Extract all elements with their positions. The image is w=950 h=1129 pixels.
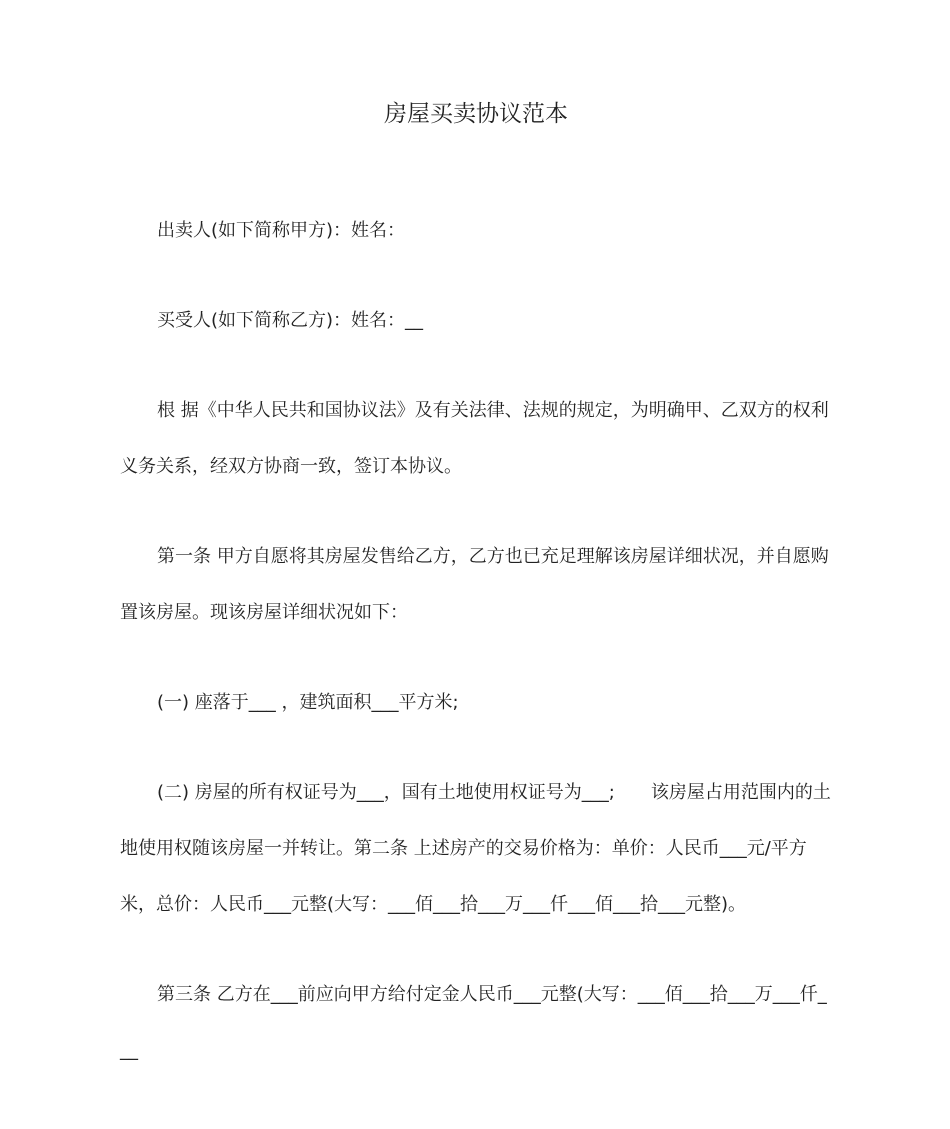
article-one-paragraph: 第一条 甲方自愿将其房屋发售给乙方，乙方也已充足理解该房屋详细状况，并自愿购置该房屋。现该房屋详细状况如下： [120, 546, 829, 623]
seller-paragraph: 出卖人(如下简称甲方)：姓名： [157, 220, 406, 241]
buyer-paragraph: 买受人(如下简称乙方)：姓名：__ [157, 310, 424, 331]
document-title: 房屋买卖协议范本 [384, 101, 568, 127]
article-three-paragraph: 第三条 乙方在___前应向甲方给付定金人民币___元整(大写：___佰___拾___万___仟___ [120, 984, 827, 1061]
ownership-price-paragraph: (二) 房屋的所有权证号为___，国有土地使用权证号为___; 该房屋占用范围内的土地使用权随该房屋一并转让。第二条 上述房产的交易价格为：单价：人民币___元/平方米，总价：人民币___元整(大写：___佰___拾___万___仟___佰___拾___元整)。 [120, 782, 831, 915]
location-paragraph: (一) 座落于___ ，建筑面积___平方米; [157, 692, 459, 713]
preamble-paragraph: 根 据《中华人民共和国协议法》及有关法律、法规的规定，为明确甲、乙双方的权利义务关系，经双方协商一致，签订本协议。 [120, 400, 829, 477]
